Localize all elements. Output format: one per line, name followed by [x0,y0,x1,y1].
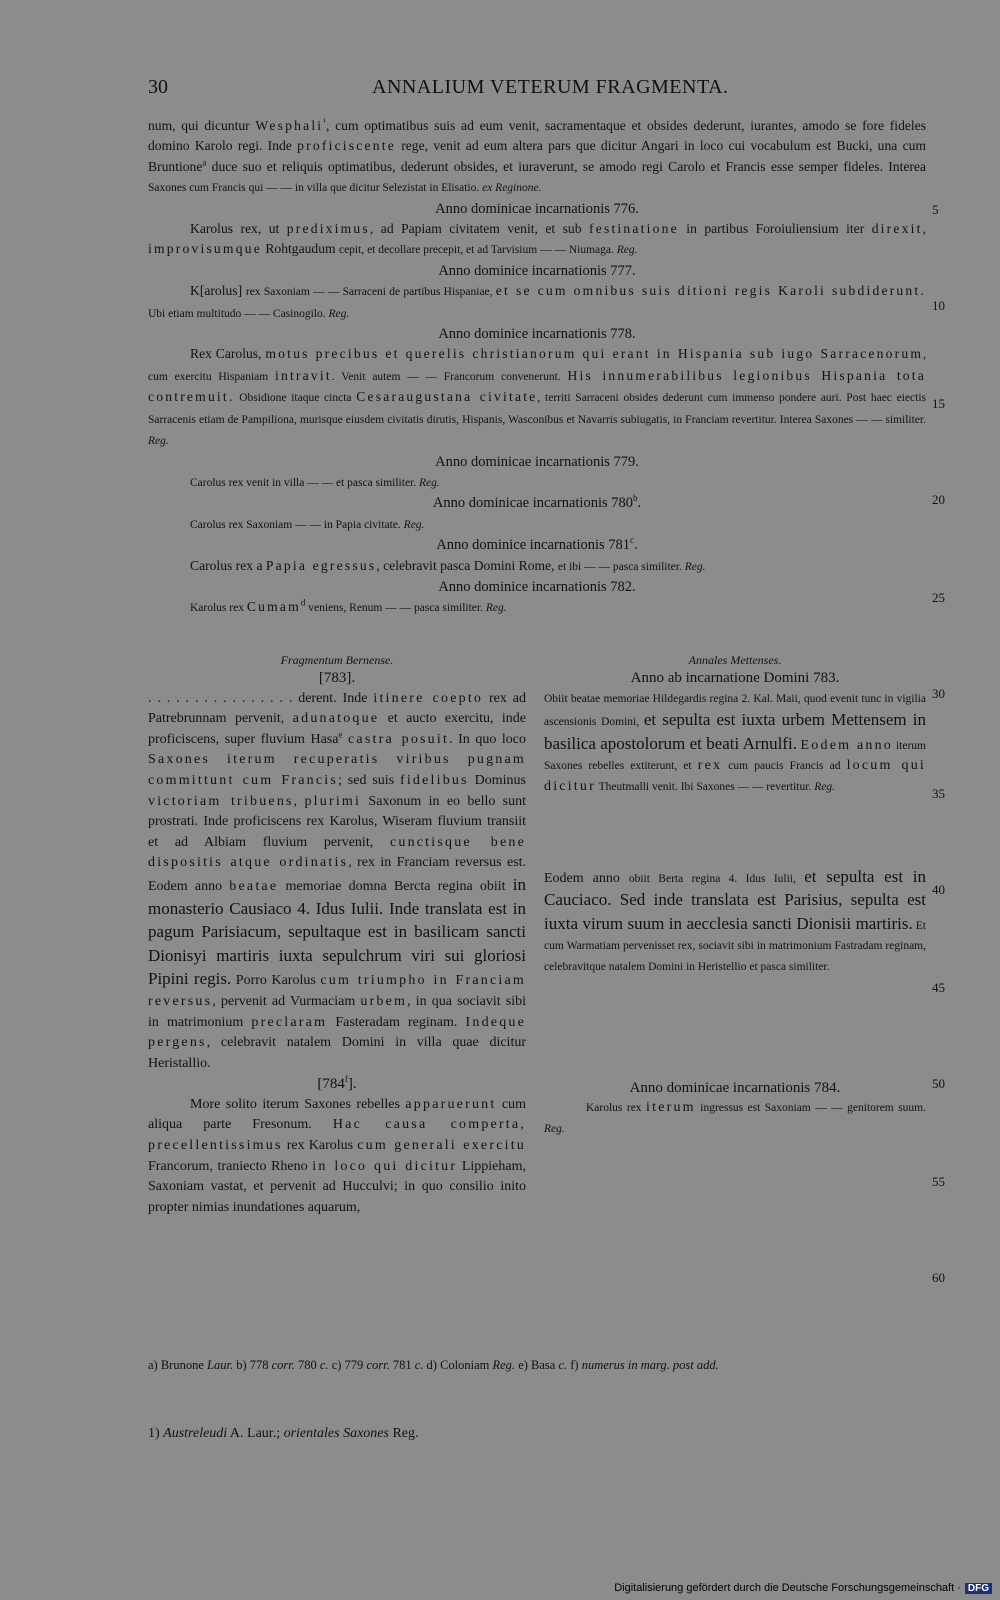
text-run: Reg. [388,1426,419,1441]
text-run: Theutmalli venit. Ibi Saxones — — revertitur. [595,780,815,793]
text-run: Reg. [328,307,350,320]
text-run: Francorum, traniecto Rheno [148,1158,313,1174]
text-run: Reg. [485,602,507,615]
text-run: Papia egressus [265,557,377,573]
text-run: rex [697,758,723,774]
left-column-bernense [148,652,526,1218]
running-title: ANNALIUM VETERUM FRAGMENTA. [372,76,729,98]
text-run: Obsidione itaque cincta [234,392,357,405]
text-run: urbem [360,993,408,1009]
paragraph-776 [148,219,926,261]
line-number: 5 [932,202,939,217]
left-paragraph-783 [148,689,526,1075]
text-run: Austreleudi [163,1426,228,1441]
text-run: Reg. [403,518,425,531]
text-run: Reg. [419,476,440,489]
text-run: f) [567,1358,582,1372]
text-run: , cum optimatibus suis ad eum venit, sacramentaque et obsides dederunt, iurantes, amodo se fore fideles domino Karolo regi. Inde [148,118,926,154]
text-run: Wesphali [255,118,324,133]
year-780-note: b [633,493,638,504]
left-year-783: [783]. [318,670,356,686]
text-run: , pervenit ad Vurmaciam [212,993,361,1009]
text-run: victoriam tribuens [148,793,294,809]
text-run: His innumerabilibus legionibus Hispania tota contremuit. [148,367,927,405]
footnote-marker: a [202,157,207,168]
text-run: rex Saxoniam — — Sarraceni de partibus Hispaniae, [245,286,496,299]
text-run: cum aliqua parte Fresonum. [148,1096,526,1133]
text-run: 780 [294,1358,320,1372]
year-heading-781: Anno dominice incarnationis 781$^c$. [436,535,638,554]
text-run: Carolus rex a [190,557,266,573]
text-run: , in qua sociavit sibi in matrimonium [148,993,526,1030]
text-run: 1) [148,1426,164,1441]
text-run: b) 778 [233,1358,272,1372]
text-run: Reg. [616,244,638,257]
footnotes-apparatus [148,1356,926,1374]
text-run: 781 [389,1358,415,1372]
text-run: duce suo et reliquis optimatibus, dederunt obsides, et iuraverunt, se amodo regi Carolo et Francis esse semper fideles. Interea [206,158,926,174]
year-heading-779: Anno dominicae incarnationis 779. [435,453,639,470]
line-number: 45 [932,980,945,995]
year-heading-777: Anno dominice incarnationis 777. [438,262,636,279]
text-run: Dominus [468,772,526,788]
text-run: Saxones iterum recuperatis viribus pugnam committunt cum Francis [148,752,526,788]
text-run: preclaram [251,1014,328,1030]
text-run: Eodem anno [544,870,629,886]
digitization-credit [614,1582,992,1594]
text-run: cum triumpho in Franciam reversus [148,973,527,1009]
text-run: itinere coepto [373,690,484,706]
right-paragraph-784 [544,1098,926,1139]
text-run: Karolus rex [586,1102,647,1115]
text-run: a) Brunone [148,1358,208,1372]
line-number: 50 [932,1076,945,1091]
line-number: 55 [932,1174,945,1189]
text-run: intravit [274,367,332,383]
paragraph-778 [148,344,926,451]
year-780-text: Anno dominicae incarnationis 780 [432,495,633,512]
paragraph-intro [148,116,926,199]
footnote-marker: e [338,729,343,740]
text-run: , [293,793,305,809]
text-run: c. [414,1358,424,1372]
text-run: corr. [271,1358,295,1372]
text-run: Porro Karolus [231,973,321,989]
text-run: Fasteradam reginam. [327,1014,466,1030]
footnote-marker: ¹ [323,116,326,127]
text-run: beatae [229,878,279,894]
text-run: , cum exercitu Hispaniam [148,349,926,383]
footnote-marker: d [300,597,306,608]
year-heading-782: Anno dominice incarnationis 782. [438,578,636,595]
text-run: Indeque pergens [148,1014,527,1051]
text-run: cum paucis Francis ad [722,760,847,773]
line-number: 20 [932,492,945,507]
text-run: quod evenit tunc in vigilia ascensionis Domini, [544,692,926,729]
text-run: memoriae domna Bercta regina obiit [278,878,513,894]
text-run: ingressus est Saxoniam — — genitorem suum. [695,1102,927,1115]
text-run: et ibi — — pasca similiter. [557,560,685,573]
main-text [148,116,926,619]
text-run: cepit, et decollare precepit, et ad Tarvisium — — Niumaga. [338,244,617,257]
text-run: veniens, Renum — — pasca similiter. [305,602,486,615]
paragraph-777 [148,281,926,324]
text-run: cum generali exercitu [357,1138,526,1154]
text-run: obiit Berta regina 4. Idus Iulii, [628,872,805,885]
running-head [0,76,1000,100]
text-run: orientales Saxones [283,1426,389,1441]
text-run: Karolus rex, ut [190,221,287,237]
text-run: Et cum Warmatiam pervenisset rex, sociavit sibi in matrimonium Fastradam reginam, celebravitque natalem Domini in Heristellio et pasca similiter. [544,919,926,973]
text-run: num, qui dicuntur [148,118,256,133]
text-run: numerus in marg. post add. [581,1358,719,1372]
text-run: adunatoque [292,711,380,727]
text-run: K[arolus] [190,283,246,299]
text-run: Obiit beatae memoriae Hildegardis regina 2. Kal. Maii, [544,692,804,705]
right-column-heading: Annales Mettenses. [688,653,782,667]
text-run: plurimi [304,793,362,809]
text-run: . Venit autem — — Francorum convenerunt. [331,370,568,383]
text-run: Carolus rex venit in villa — — et pasca similiter. [190,476,419,489]
right-column-mettenses [544,652,926,1139]
text-run: Saxones cum Francis qui — — in villa que dicitur Selezistat in Elisatio. [148,182,483,195]
text-run: e) Basa [515,1358,559,1372]
text-run: locum qui dicitur [544,758,926,794]
text-run: motus precibus et querelis christianorum qui erant in Hispania sub iugo Sarracenorum [265,346,924,362]
left-year-784-text: [784 [317,1076,345,1093]
text-run: festinatione [589,221,679,237]
text-run: ex Reginone. [482,182,542,195]
right-paragraph-783 [544,689,926,798]
line-number: 25 [932,590,945,605]
text-run: Reg. [492,1358,516,1372]
text-run: , ad Papiam civitatem venit, et sub [369,221,589,237]
year-781-text: Anno dominice incarnationis 781 [436,537,631,554]
right-paragraph-783b [544,866,926,978]
left-year-784-end: ]. [347,1076,357,1093]
text-run: iterum [646,1100,696,1116]
text-run: Cumam [246,599,301,615]
text-run: castra posuit [348,731,450,747]
line-number: 15 [932,396,945,411]
year-heading-776: Anno dominicae incarnationis 776. [435,200,639,217]
text-run: in loco qui dicitur [312,1158,458,1174]
text-run: Rohtgaudum [261,241,339,257]
left-paragraph-784 [148,1095,526,1219]
text-run: ; sed suis [338,772,400,788]
text-run: et aucto exercitu, inde proficiscens, super fluvium Hasa [148,711,526,747]
text-run: Reg. [814,780,835,793]
text-run: cunctisque bene dispositis atque ordinatis [148,834,526,871]
text-run: in partibus Foroiuliensium iter [678,221,872,237]
text-run: A. Laur.; [227,1426,284,1441]
text-run: , celebravit natalem Domini in villa quae dicitur Heristallio. [148,1035,526,1071]
right-year-783: Anno ab incarnatione Domini 783. [630,670,840,686]
text-run: . . . . . . . . . . . . . . . . derent. Inde [148,690,374,706]
year-heading-780: Anno dominicae incarnationis 780$^b$. [432,493,642,512]
text-run: Carolus rex Saxoniam — — in Papia civitate. [190,518,404,531]
text-run: in monasterio Causiaco 4. Idus Iulii. Inde translata est in pagum Parisiacum, sepultaque est in basilicam sancti Dionisyi martiris iuxta sepulchrum viri sui gloriosi Pipini regis. [148,874,526,989]
text-run: c. [319,1358,329,1372]
text-run: et se cum omnibus suis ditioni regis Karoli subdiderunt. [495,283,926,299]
text-run: Eodem anno [800,737,894,753]
text-run: Reg. [684,560,706,573]
text-run: Karolus rex [190,602,247,615]
line-number: 30 [932,686,945,701]
text-run: Lippieham, Saxoniam vastat, et pervenit ad Hucculvi; in quo consilio inito propter nimias inundationes aquarum, [148,1158,526,1215]
line-number: 10 [932,298,945,313]
text-run: rex Karolus [282,1138,358,1154]
text-run: , celebravit pasca Domini Rome, [376,557,558,573]
text-run: More solito iterum Saxones rebelles [190,1096,406,1112]
text-run: , territi Sarraceni obsides dederunt cum immenso pondere auri. Post haec eiectis Sarracenis etiam de Pampiliona, murisque eiusdem civitatis dirutis, Hispanis, Wasconibus et Navarris subiugatis, in Franciam revertitur. Interea Saxones — — similiter. [148,392,927,426]
text-run: d) Coloniam [423,1358,493,1372]
left-column-heading: Fragmentum Bernense. [280,653,394,667]
paragraph-779 [148,472,926,493]
text-run: Saxonum in eo bello sunt prostrati. Inde proficiscens rex Karolus, Wiseram fluvium transiit et ad Albiam fluvium pervenit, [148,793,526,850]
text-run: rege, venit ad eum altera pars que dicitur Angari in loco cui vocabulum est Bucki, una cum Bruntione [148,138,926,174]
text-run: , rex in Franciam reversus est. Eodem anno [148,855,526,894]
text-run: fidelibus [399,772,469,788]
text-run: et sepulta est iuxta urbem Mettensem in basilica apostolorum et beati Arnulfi. [544,710,926,753]
footnote-1 [148,1426,926,1442]
text-run: Rex Carolus, [190,346,266,362]
page-number: 30 [148,76,168,98]
text-run: c. [558,1358,568,1372]
text-run: direxit [871,221,923,237]
text-run: corr. [366,1358,390,1372]
line-number: 35 [932,786,945,801]
text-run: apparuerunt [405,1096,497,1112]
text-run: Ubi etiam multitudo — — Casinogilo. [148,307,329,320]
left-year-784-note: f [344,1074,348,1085]
text-run: Reg. [148,435,169,448]
text-run: Reg. [544,1122,565,1135]
text-run: Hac causa comperta, precellentissimus [148,1117,527,1154]
paragraph-781 [148,556,926,577]
year-781-note: c [630,535,635,546]
text-run: iterum Saxones rebelles extiterunt, et [544,739,927,773]
line-number: 40 [932,882,945,897]
text-run: Cesaraugustana civitate [356,389,538,405]
line-number: 60 [932,1270,945,1285]
text-run: prediximus [286,221,370,237]
text-run: Laur. [207,1358,234,1372]
text-run: rex ad Patrebrunnam pervenit, [148,690,526,727]
text-run: . In quo loco [449,731,526,747]
paragraph-780 [148,514,926,535]
text-run: c) 779 [328,1358,367,1372]
text-run: improvisumque [148,241,262,257]
paragraph-782 [148,597,926,618]
right-year-784: Anno dominicae incarnationis 784. [629,1079,841,1096]
left-year-784 [148,1074,526,1095]
year-heading-778: Anno dominice incarnationis 778. [438,326,636,343]
dfg-logo: DFG [965,1583,992,1594]
text-run: proficiscente [297,138,396,154]
text-run: , [922,221,926,237]
credit-text: Digitalisierung gefördert durch die Deutsche Forschungsgemeinschaft · [614,1582,961,1594]
text-run: et sepulta est in Cauciaco. Sed inde translata est Parisius, sepulta est iuxta virum suum in aecclesia sancti Dionisii martiris. [544,866,926,933]
